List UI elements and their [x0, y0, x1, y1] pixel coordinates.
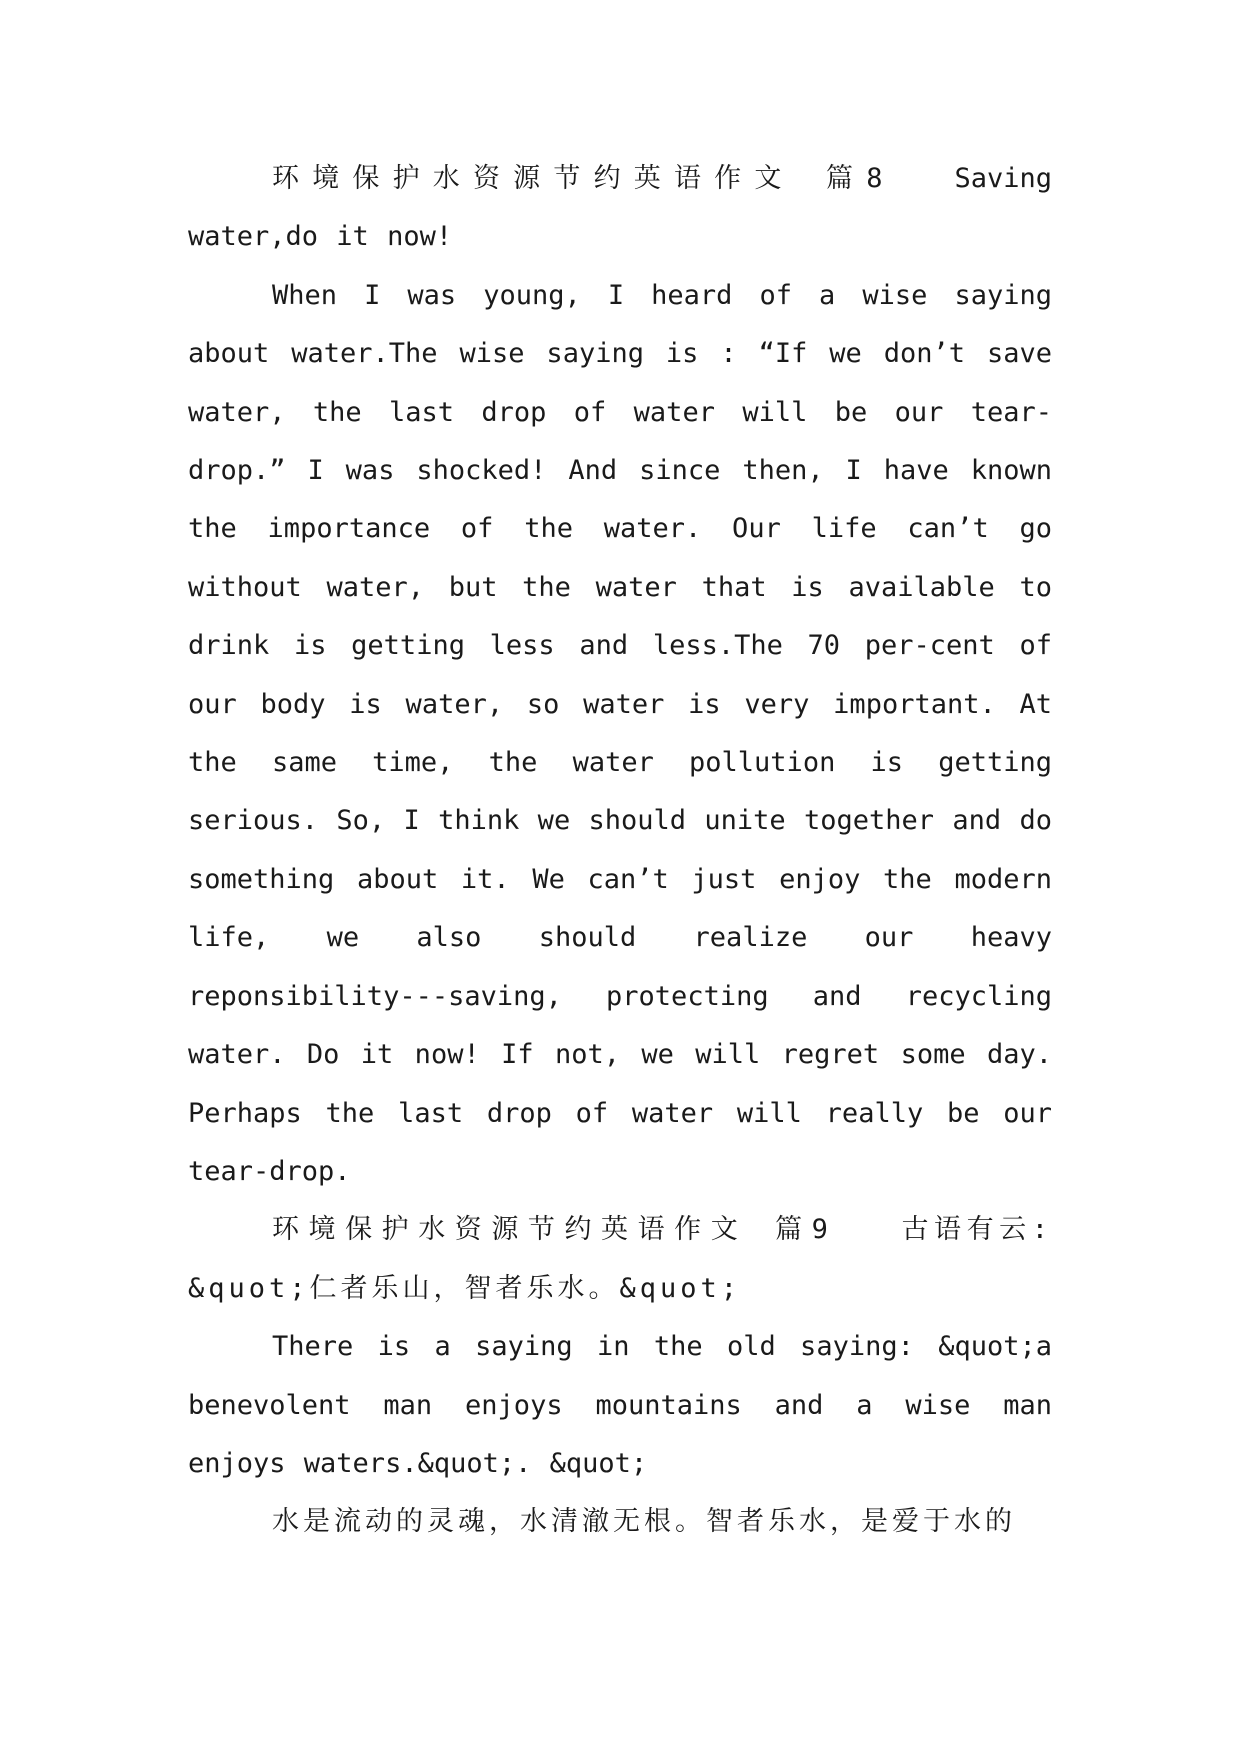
essay-8-subtitle: Saving water,do it now! [188, 163, 1052, 253]
essay-8-heading [188, 150, 1052, 267]
essay-9-heading [188, 1201, 1052, 1318]
essay-9-subtitle: 古语有云: &quot;仁者乐山，智者乐水。&quot; [188, 1214, 1052, 1304]
essay-9-chinese-paragraph: 水是流动的灵魂，水清澈无根。智者乐水，是爱于水的 [272, 1506, 1016, 1538]
document-page [188, 150, 1052, 1552]
essay-9-title: 环境保护水资源节约英语作文 篇9 [272, 1214, 836, 1246]
essay-8-body: When I was young, I heard of a wise saying about water.The wise saying is : “If we don’t save water, the last drop of water will be our tear-drop.” I was shocked! And since then, I have known the importance of the water. Our life can’t go without water, but the water that is available to drink is getting less and less.The 70 per-cent of our body is water, so water is very important. At the same time, the water pollution is getting serious. So, I think we should unite together and do something about it. We can’t just enjoy the modern life, we also should realize our heavy reponsibility---saving, protecting and recycling water. Do it now! If not, we will regret some day. Perhaps the last drop of water will really be our tear-drop. [188, 279, 1052, 1187]
essay-8-title: 环境保护水资源节约英语作文 篇8 [272, 163, 891, 194]
essay-9-english-paragraph: There is a saying in the old saying: &quot;a benevolent man enjoys mountains and a wise man enjoys waters.&quot;. &quot; [188, 1331, 1052, 1479]
